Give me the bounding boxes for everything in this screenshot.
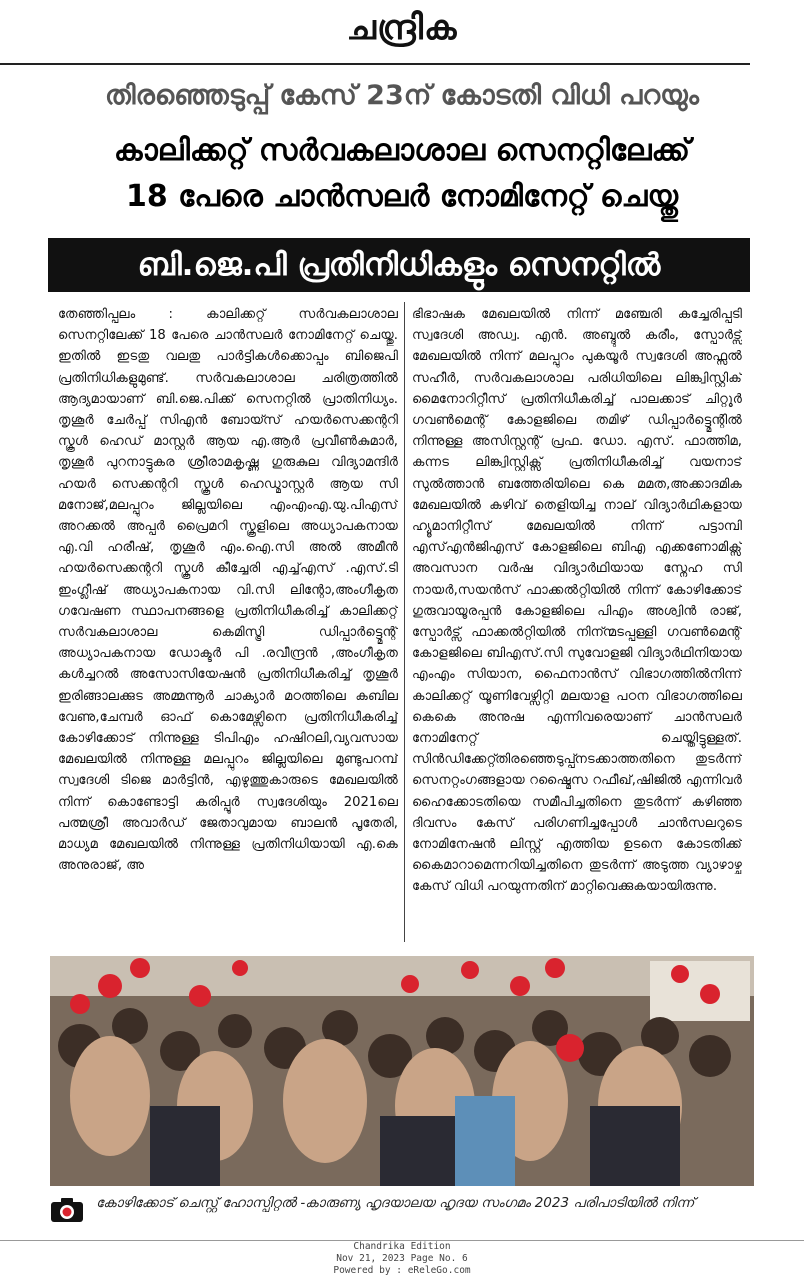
photo-caption-row [50, 1193, 754, 1233]
camera-icon [50, 1197, 84, 1223]
event-photo [50, 956, 754, 1186]
headline-line-2: 18 പേരെ ചാൻസലർ നോമിനേറ്റ് ചെയ്തു [125, 179, 678, 214]
footer-edition: Chandrika Edition [353, 1241, 451, 1252]
crowd-illustration [50, 956, 754, 1186]
article-body-left-column: തേഞ്ഞിപ്പലം : കാലിക്കറ്റ് സർവകലാശാല സെനറ്റിലേക്ക് 18 പേരെ ചാൻസലർ നോമിനേറ്റ് ചെയ്തു. ഇതിൽ ഇടതു വലതു പാർട്ടികൾക്കൊപ്പം ബിജെപി പ്രതിനിധികളുമുണ്ട്. സർവകലാശാല ചരിത്രത്തിൽ ആദ്യമായാണ് ബി.ജെ.പിക്ക് സെനറ്റിൽ പ്രാതിനിധ്യം. തൃശൂർ ചേർപ്പ് സിഎൻ ബോയ്സ് ഹയർസെക്കന്ററി സ്കൂൾ ഹെഡ് മാസ്റ്റർ ആയ എ.ആർ പ്രവീൺകുമാർ, തൃശൂർ പുറനാട്ടുകര ശ്രീരാമകൃഷ്ണ ഗുരുകുല വിദ്യാമന്ദിർ ഹയർ സെക്കന്ററി സ്കൂൾ ഹെഡ്മാസ്റ്റർ ആയ സി മനോജ്,മലപ്പുറം ജില്ലയിലെ എംഎംഎ.യു.പിഎസ് അറക്കൽ അപ്പർ പ്രൈമറി സ്കൂളിലെ അധ്യാപകനായ എ.വി ഹരീഷ്, തൃശൂർ എം.ഐ.സി അൽ അമീൻ ഹയർസെക്കന്ററി സ്കൂൾ കീച്ചേരി എച്ച്എസ് .എസ്.ടി ഇംഗ്ലീഷ് അധ്യാപകനായ വി.സി ലിന്റോ,അംഗീകൃത ഗവേഷണ സ്ഥാപനങ്ങളെ പ്രതിനിധീകരിച്ച് കാലിക്കറ്റ് സർവകലാശാല കെമിസ്ട്രി ഡിപ്പാർട്ട്മെന്റ് അധ്യാപകനായ ഡോക്ടർ പി .രവീന്ദ്രൻ ,അംഗീകൃത കൾച്ചറൽ അസോസിയേഷൻ പ്രതിനിധീകരിച്ച് തൃശൂർ ഇരിങ്ങാലക്കുട അമ്മന്നൂർ ചാക്യാർ മഠത്തിലെ കബില വേണു,ചേമ്പർ ഓഫ് കൊമേഴ്സിനെ പ്രതിനിധീകരിച്ച് കോഴിക്കോട് നിന്നുള്ള ടിപിഎം ഹഷിറലി,വ്യവസായ മേഖലയിൽ നിന്നുള്ള മലപ്പുറം ജില്ലയിലെ മുണ്ടുപറമ്പ് സ്വദേശി ടിജെ മാർട്ടിൻ, എഴുത്തുകാരുടെ മേഖലയിൽ നിന്ന് കൊണ്ടോട്ടി കരിപ്പൂർ സ്വദേശിയും 2021ലെ പത്മശ്രീ അവാർഡ് ജേതാവുമായ ബാലൻ പൂതേരി, മാധ്യമ മേഖലയിൽ നിന്നുള്ള പ്രതിനിധിയായി എ.കെ അനുരാജ്, അ [58, 307, 398, 874]
page-footer [0, 1241, 804, 1277]
article-subhead: ബി.ജെ.പി പ്രതിനിധികളും സെനറ്റിൽ [48, 238, 750, 292]
newspaper-logo: ചന്ദ്രിക [346, 8, 458, 48]
photo-caption: കോഴിക്കോട് ചെസ്റ്റ് ഹോസ്പിറ്റൽ -കാരുണ്യ ഹൃദയാലയ ഹൃദയ സംഗമം 2023 പരിപാടിയിൽ നിന്ന് [96, 1195, 695, 1211]
article-headline [20, 128, 784, 220]
footer-date-page: Nov 21, 2023 Page No. 6 [336, 1253, 468, 1264]
masthead-divider [0, 63, 750, 65]
masthead [0, 0, 804, 66]
column-divider [404, 302, 405, 942]
headline-line-1: കാലിക്കറ്റ് സർവകലാശാല സെനറ്റിലേക്ക് [113, 133, 691, 168]
article-body-right-column: ഭിഭാഷക മേഖലയിൽ നിന്ന് മഞ്ചേരി കച്ചേരിപ്പടി സ്വദേശി അഡ്വ. എൻ. അബ്ദുൽ കരീം, സ്പോർട്സ് മേഖലയിൽ നിന്ന് മലപ്പുറം പുകയൂർ സ്വദേശി അഫ്സൽ സഹീർ, സർവകലാശാല പരിധിയിലെ ലിങ്ക്വിസ്റ്റിക് മൈനോറിറ്റീസ് പ്രതിനിധീകരിച്ച് പാലക്കാട് ചിറ്റൂർ ഗവൺമെന്റ് കോളജിലെ തമിഴ് ഡിപ്പാർട്ട്മെന്റിൽ നിന്നുള്ള അസിസ്റ്റന്റ് പ്രഫ. ഡോ. എസ്. ഫാത്തിമ, കന്നട ലിങ്ക്വിസ്റ്റിക്സ് പ്രതിനിധീകരിച്ച് വയനാട് സുൽത്താൻ ബത്തേരിയിലെ കെ മമത,അക്കാദമിക മേഖലയിൽ കഴിവ് തെളിയിച്ച നാല് വിദ്യാർഥികളായ ഹ്യൂമാനിറ്റീസ് മേഖലയിൽ നിന്ന് പട്ടാമ്പി എസ്എൻജിഎസ് കോളജിലെ ബിഎ എക്കണോമിക്സ് അവസാന വർഷ വിദ്യാർഥിയായ സ്നേഹ സി നായർ,സയൻസ് ഫാക്കൽറ്റിയിൽ നിന്ന് കോഴിക്കോട് ഗുരുവായൂരപ്പൻ കോളജിലെ പിഎം അശ്വിൻ രാജ്, സ്പോർട്സ് ഫാക്കൽറ്റിയിൽ നിന്ന്മടപ്പള്ളി ഗവൺമെന്റ് കോളജിലെ ബിഎസ്.സി സുവോളജി വിദ്യാർഥിനിയായ എംഎം സിയാന, ഫൈനാൻസ് വിഭാഗത്തിൽനിന്ന് കാലിക്കറ്റ് യൂണിവേഴ്സിറ്റി മലയാള പഠന വിഭാഗത്തിലെ കെകെ അനുഷ എന്നിവരെയാണ് ചാൻസലർ നോമിനേറ്റ് ചെയ്തിട്ടുള്ളത്. സിൻഡിക്കേറ്റ്തിരഞ്ഞെടുപ്പ്നടക്കാത്തതിനെ തുടർന്ന് സെനറ്റംഗങ്ങളായ റഷ്മൈസ റഫീഖ്,ഷിജിൽ എന്നിവർ ഹൈക്കോടതിയെ സമീപിച്ചതിനെ തുടർന്ന് കഴിഞ്ഞ ദിവസം കേസ് പരിഗണിച്ചപ്പോൾ ചാൻസലറുടെ നോമിനേഷൻ ലിസ്റ്റ് എത്തിയ ഉടനെ കോടതിക്ക് കൈമാറാമെന്നറിയിച്ചതിനെ തുടർന്ന് അടുത്ത വ്യാഴാഴ്ച കേസ് വിധി പറയുന്നതിന് മാറ്റിവെക്കുകയായിരുന്നു. [412, 307, 742, 895]
footer-powered-by[interactable]: Powered by : eReleGo.com [333, 1265, 471, 1276]
article-kicker: തിരഞ്ഞെടുപ്പ് കേസ് 23ന് കോടതി വിധി പറയും [104, 80, 699, 111]
